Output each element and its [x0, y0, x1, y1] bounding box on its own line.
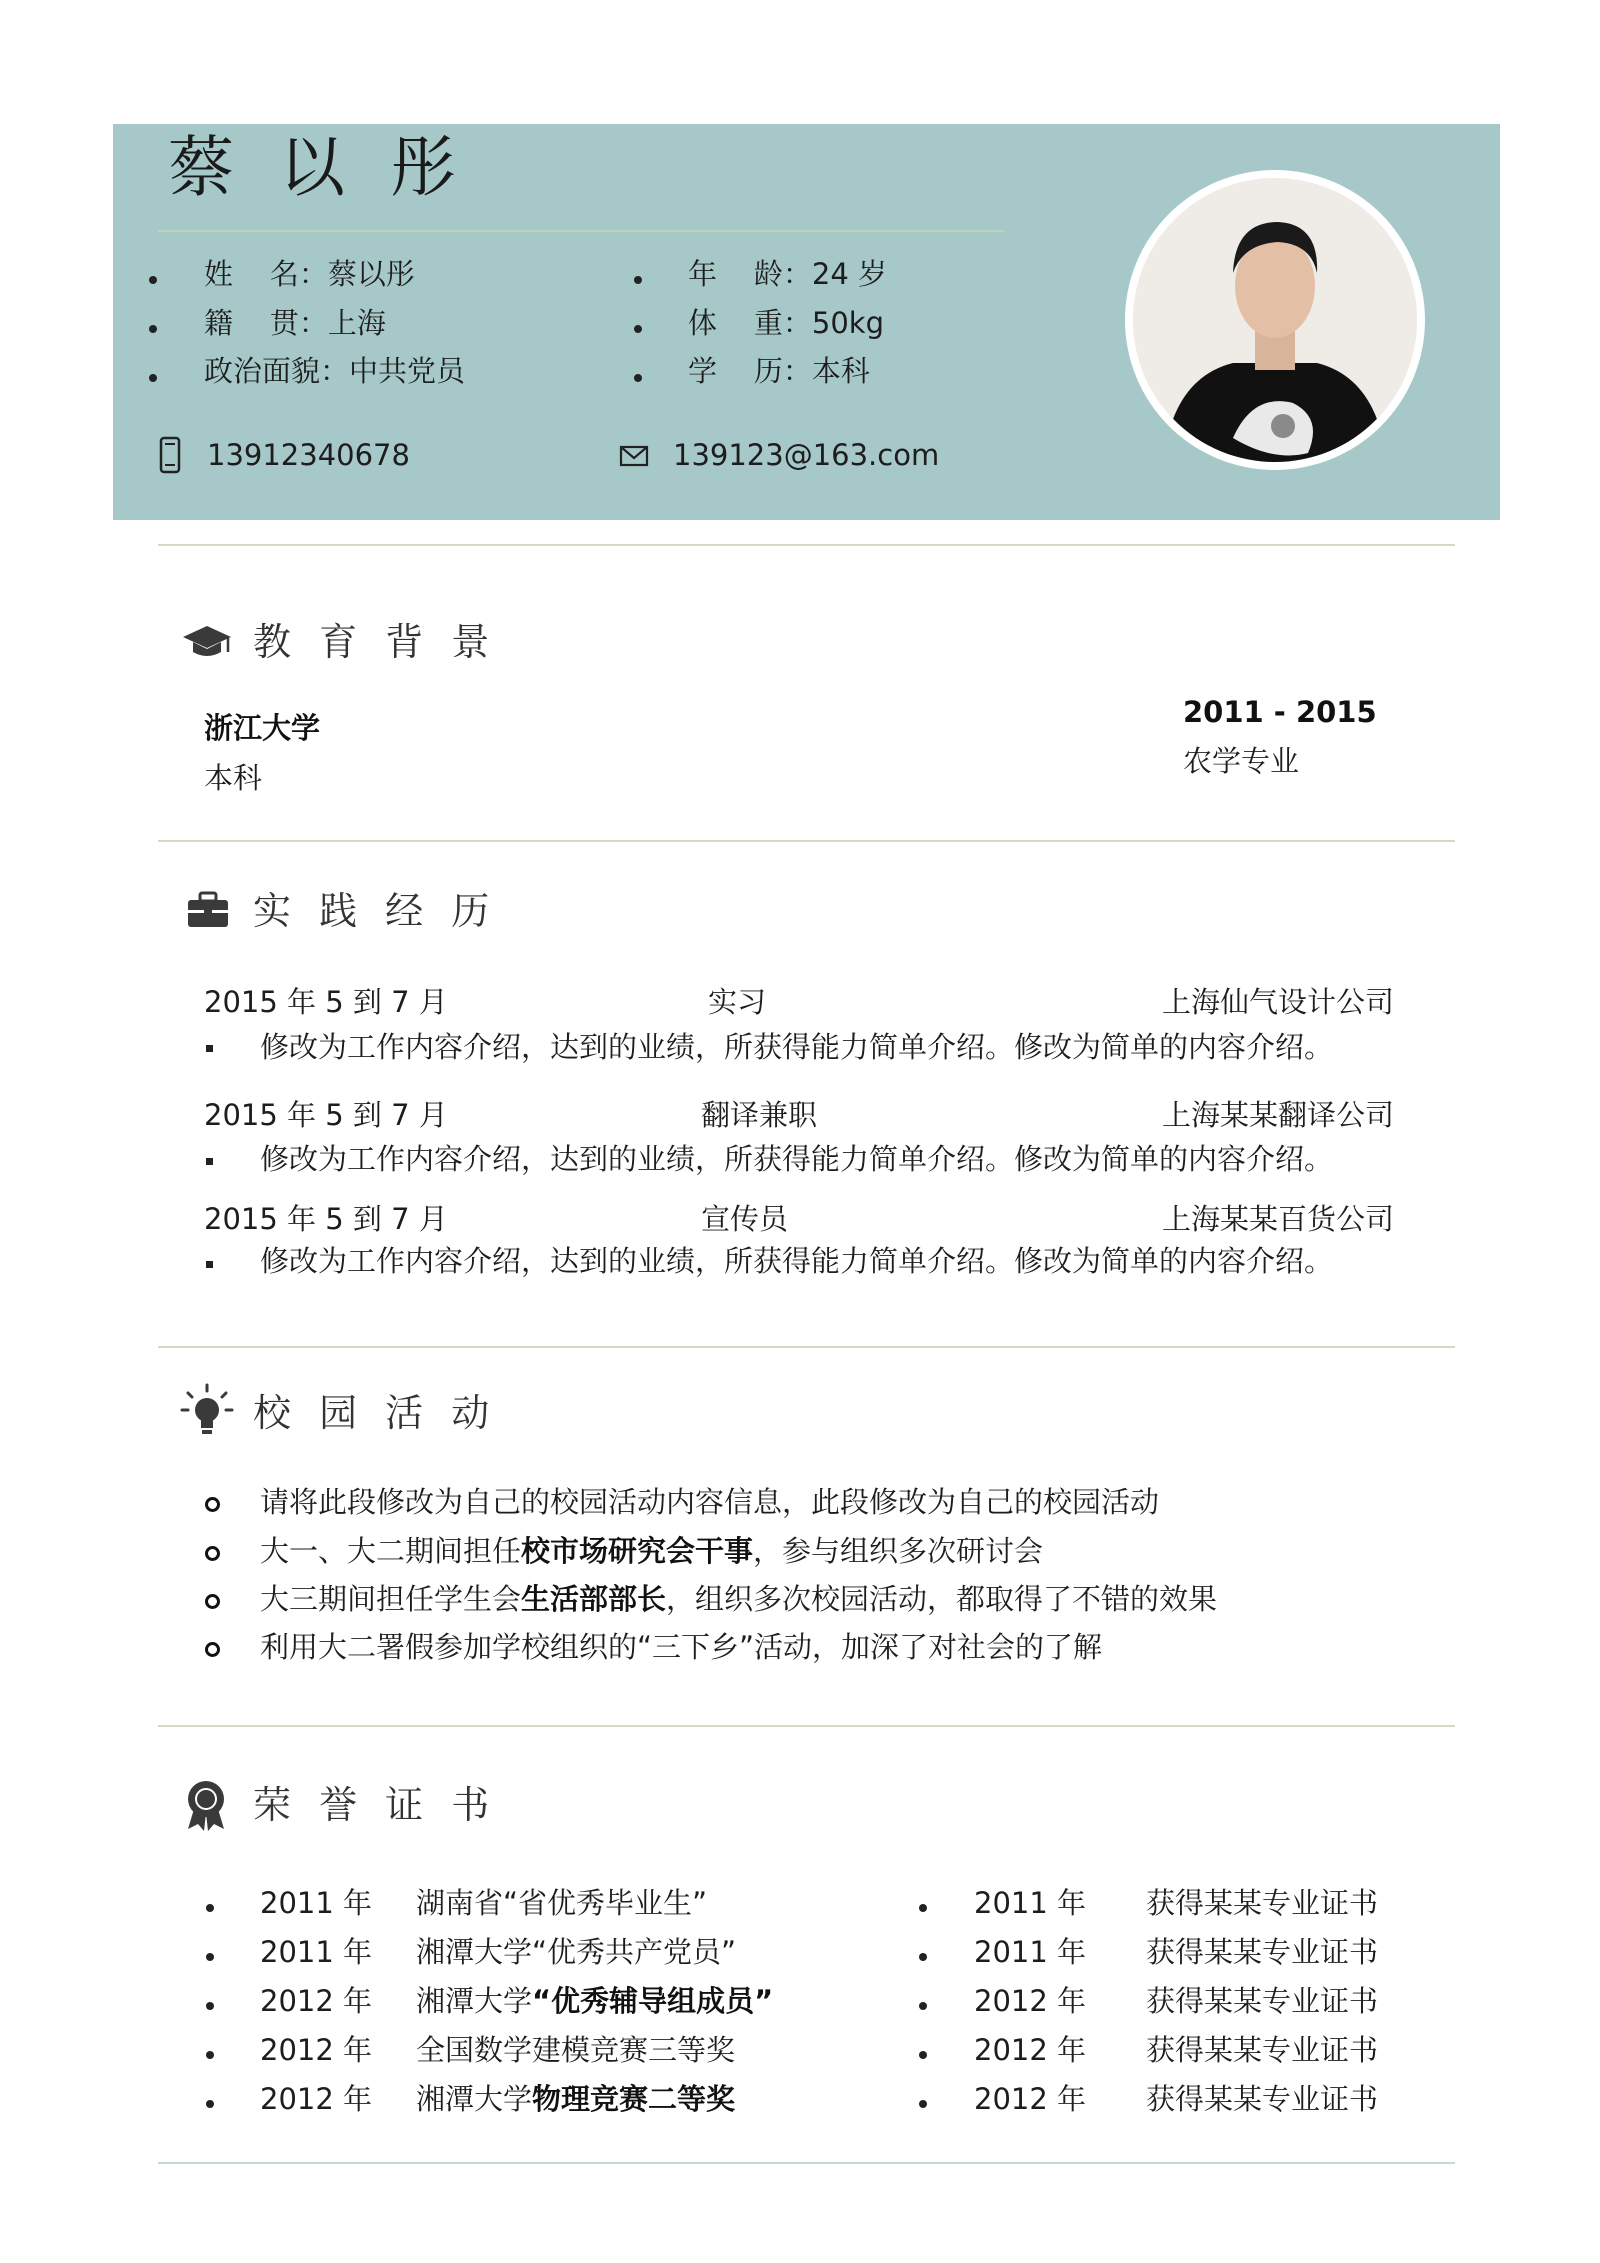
- bullet-dot: [206, 2051, 214, 2059]
- cert-item: 获得某某专业证书: [1146, 1935, 1379, 1969]
- info-age: 年 龄：24 岁: [688, 257, 887, 291]
- info-hometown: 籍 贯：上海: [204, 306, 386, 340]
- cert-year: 2011 年: [974, 1886, 1087, 1920]
- job-date: 2015 年 5 到 7 月: [204, 1098, 448, 1132]
- job-description: 修改为工作内容介绍，达到的业绩，所获得能力简单介绍。修改为简单的内容介绍。: [260, 1244, 1334, 1278]
- job-company: 上海某某百货公司: [1162, 1202, 1395, 1236]
- job-role: 宣传员: [701, 1202, 789, 1236]
- major: 农学专业: [1183, 744, 1300, 778]
- honor-year: 2011 年: [260, 1886, 373, 1920]
- edu-years: 2011 - 2015: [1183, 695, 1377, 729]
- honor-year: 2012 年: [260, 2033, 373, 2067]
- bullet-dot: [206, 1953, 214, 1961]
- honor-item: 湘潭大学物理竞赛二等奖: [416, 2082, 736, 2116]
- cert-year: 2011 年: [974, 1935, 1087, 1969]
- degree: 本科: [204, 761, 263, 795]
- bullet-dot: [206, 2100, 214, 2108]
- section-title-practice: 实 践 经 历: [253, 889, 498, 933]
- info-education: 学 历：本科: [688, 354, 870, 388]
- job-description: 修改为工作内容介绍，达到的业绩，所获得能力简单介绍。修改为简单的内容介绍。: [260, 1030, 1334, 1064]
- cert-item: 获得某某专业证书: [1146, 2082, 1379, 2116]
- graduation-cap-icon: [182, 624, 232, 660]
- bullet-square: [206, 1261, 213, 1268]
- bullet-dot: [634, 276, 642, 284]
- honor-item: 湖南省“省优秀毕业生”: [416, 1886, 708, 1920]
- bullet-dot: [634, 325, 642, 333]
- info-weight: 体 重：50kg: [688, 306, 884, 340]
- bullet-square: [206, 1158, 213, 1165]
- email-address[interactable]: 139123@163.com: [673, 438, 940, 472]
- job-description: 修改为工作内容介绍，达到的业绩，所获得能力简单介绍。修改为简单的内容介绍。: [260, 1142, 1334, 1176]
- bullet-dot: [919, 1904, 927, 1912]
- bullet-ring: [205, 1642, 220, 1657]
- briefcase-icon: [186, 891, 230, 929]
- phone-icon: [159, 436, 181, 474]
- cert-item: 获得某某专业证书: [1146, 2033, 1379, 2067]
- job-company: 上海仙气设计公司: [1162, 985, 1395, 1019]
- cert-item: 获得某某专业证书: [1146, 1886, 1379, 1920]
- bullet-ring: [205, 1546, 220, 1561]
- cert-year: 2012 年: [974, 2033, 1087, 2067]
- bullet-dot: [634, 374, 642, 382]
- bullet-dot: [919, 1953, 927, 1961]
- job-date: 2015 年 5 到 7 月: [204, 1202, 448, 1236]
- section-divider: [158, 1346, 1455, 1348]
- lightbulb-icon: [180, 1383, 234, 1439]
- honor-item: 湘潭大学“优秀共产党员”: [416, 1935, 737, 1969]
- section-divider: [158, 1725, 1455, 1727]
- campus-item: 大一、大二期间担任校市场研究会干事，参与组织多次研讨会: [260, 1534, 1044, 1568]
- info-political: 政治面貌：中共党员: [204, 354, 466, 388]
- bullet-dot: [149, 374, 157, 382]
- section-divider: [158, 2162, 1455, 2164]
- phone-number[interactable]: 13912340678: [207, 438, 410, 472]
- job-company: 上海某某翻译公司: [1162, 1098, 1395, 1132]
- campus-item: 大三期间担任学生会生活部部长，组织多次校园活动，都取得了不错的效果: [260, 1582, 1218, 1616]
- envelope-icon: [619, 444, 649, 468]
- avatar: [1133, 178, 1417, 462]
- bullet-dot: [149, 325, 157, 333]
- honor-item: 湘潭大学“优秀辅导组成员”: [416, 1984, 774, 2018]
- job-date: 2015 年 5 到 7 月: [204, 985, 448, 1019]
- candidate-name: 蔡 以 彤: [168, 129, 468, 206]
- section-title-honors: 荣 誉 证 书: [253, 1783, 498, 1827]
- section-title-education: 教 育 背 景: [253, 620, 498, 664]
- bullet-dot: [919, 2051, 927, 2059]
- cert-item: 获得某某专业证书: [1146, 1984, 1379, 2018]
- award-ribbon-icon: [184, 1779, 228, 1831]
- bullet-dot: [206, 2002, 214, 2010]
- info-name: 姓 名：蔡以彤: [204, 257, 415, 291]
- campus-item: 利用大二署假参加学校组织的“三下乡”活动，加深了对社会的了解: [260, 1630, 1103, 1664]
- job-role: 实习: [708, 985, 767, 1019]
- bullet-ring: [205, 1594, 220, 1609]
- section-divider: [158, 544, 1455, 546]
- school-name: 浙江大学: [204, 711, 321, 745]
- honor-year: 2012 年: [260, 2082, 373, 2116]
- bullet-dot: [919, 2100, 927, 2108]
- bullet-square: [206, 1045, 213, 1052]
- honor-item: 全国数学建模竞赛三等奖: [416, 2033, 736, 2067]
- bullet-dot: [919, 2002, 927, 2010]
- bullet-dot: [149, 276, 157, 284]
- section-title-campus: 校 园 活 动: [253, 1391, 498, 1435]
- honor-year: 2012 年: [260, 1984, 373, 2018]
- bullet-dot: [206, 1904, 214, 1912]
- name-divider: [158, 230, 1004, 232]
- cert-year: 2012 年: [974, 1984, 1087, 2018]
- job-role: 翻译兼职: [701, 1098, 818, 1132]
- bullet-ring: [205, 1497, 220, 1512]
- cert-year: 2012 年: [974, 2082, 1087, 2116]
- section-divider: [158, 840, 1455, 842]
- honor-year: 2011 年: [260, 1935, 373, 1969]
- campus-item: 请将此段修改为自己的校园活动内容信息，此段修改为自己的校园活动: [260, 1485, 1160, 1519]
